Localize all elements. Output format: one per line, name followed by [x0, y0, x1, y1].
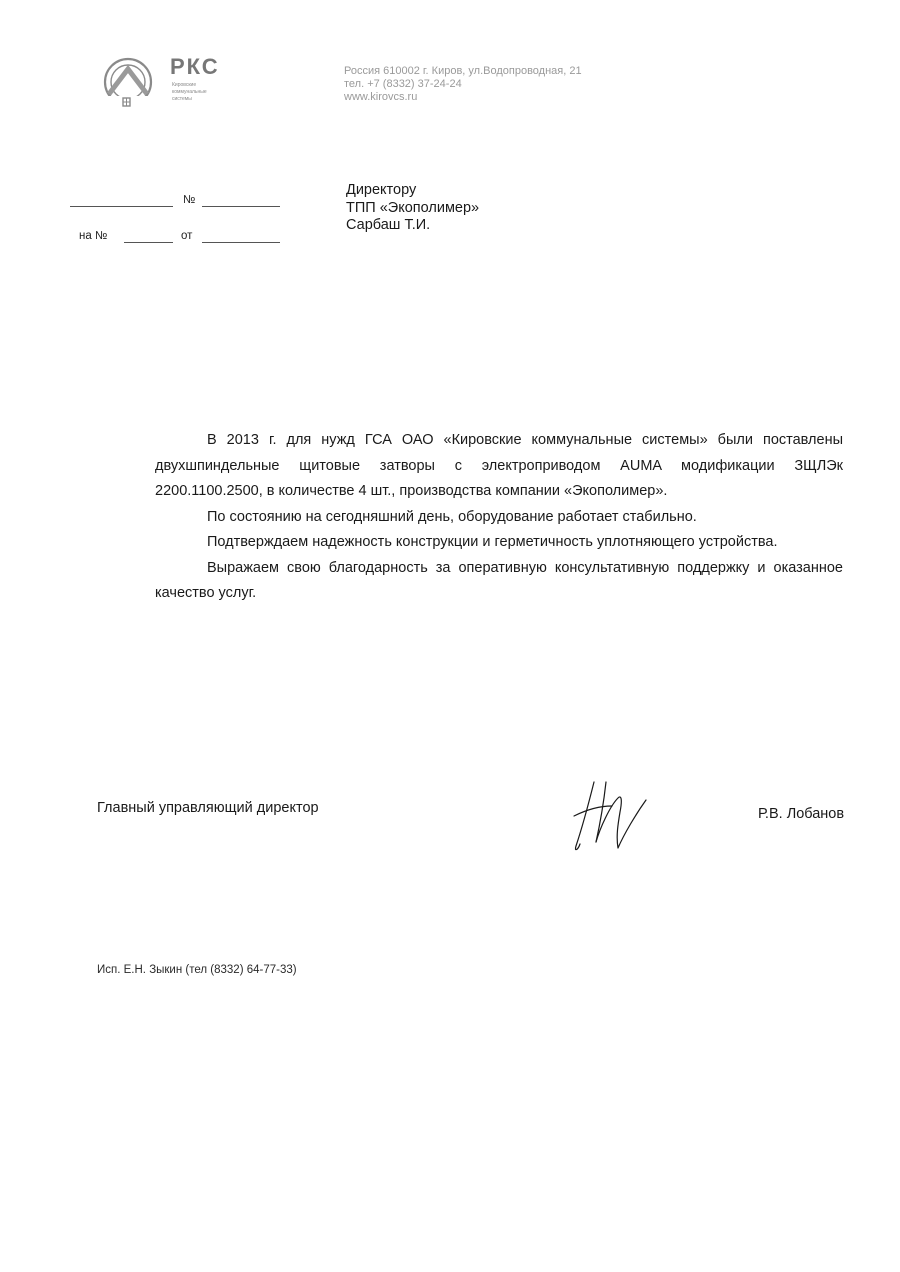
reply-from-label: от — [181, 230, 193, 242]
signer-name: Р.В. Лобанов — [758, 806, 845, 822]
company-website: www.kirovcs.ru — [344, 91, 418, 103]
reply-from-date-line — [202, 242, 280, 243]
company-phone: тел. +7 (8332) 37-24-24 — [344, 78, 462, 90]
signer-position: Главный управляющий директор — [97, 800, 319, 816]
logo-subtitle-line: Кировские — [172, 82, 197, 88]
company-address: Россия 610002 г. Киров, ул.Водопроводная, 21 — [344, 65, 582, 77]
company-contacts — [344, 65, 582, 104]
addressee-position: Директору — [346, 182, 417, 198]
logo-subtitle-line: системы — [172, 96, 192, 102]
body-paragraph: Выражаем свою благодарность за оперативную консультативную поддержку и оказанное качество услуг. — [155, 559, 843, 601]
company-logo-icon — [100, 52, 162, 114]
addressee-block — [346, 182, 479, 235]
logo-subtitle — [172, 82, 242, 103]
body-paragraph: В 2013 г. для нужд ГСА ОАО «Кировские коммунальные системы» были поставлены двухшпиндельные щитовые затворы с электроприводом AUMA модификации ЗЩЛЭк 2200.1100.2500, в количестве 4 шт., производства компании «Экополимер». — [155, 432, 843, 499]
addressee-name: Сарбаш Т.И. — [346, 217, 431, 233]
body-paragraph: По состоянию на сегодняшний день, оборудование работает стабильно. — [207, 508, 697, 525]
letter-body — [155, 428, 843, 607]
company-logo — [100, 52, 260, 122]
handwritten-signature — [566, 776, 666, 856]
logo-subtitle-line: коммунальные — [172, 89, 207, 95]
outgoing-number-line — [202, 206, 280, 207]
reply-to-number-line — [124, 242, 173, 243]
outgoing-date-line — [70, 206, 173, 207]
body-paragraph: Подтверждаем надежность конструкции и герметичность уплотняющего устройства. — [207, 534, 778, 550]
executor-info: Исп. Е.Н. Зыкин (тел (8332) 64-77-33) — [97, 964, 297, 976]
addressee-organization: ТПП «Экополимер» — [346, 199, 480, 216]
outgoing-number-label: № — [183, 194, 196, 206]
logo-abbreviation: РКС — [170, 54, 220, 79]
reply-to-label: на № — [79, 230, 108, 242]
